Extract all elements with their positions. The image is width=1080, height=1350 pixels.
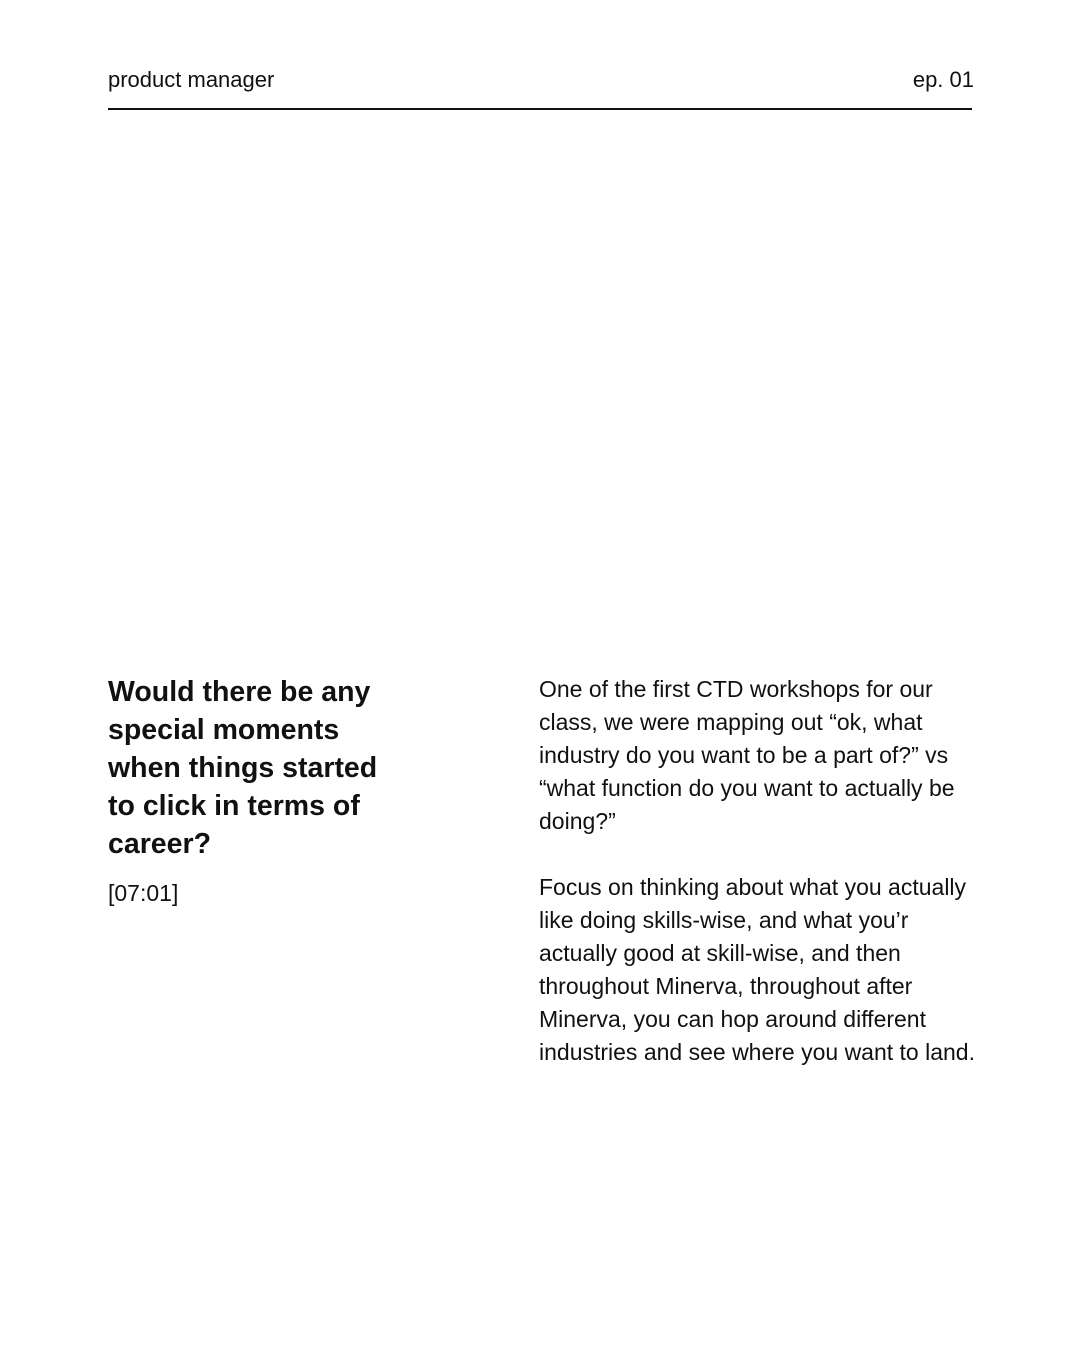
- timestamp: [07:01]: [108, 880, 179, 906]
- question-heading: Would there be any special moments when things started to click in terms of career?: [108, 676, 378, 860]
- question-block: [108, 673, 408, 910]
- episode-label: ep. 01: [912, 67, 974, 92]
- header-divider: [108, 108, 972, 110]
- answer-paragraph: One of the first CTD workshops for our class, we were mapping out “ok, what industry do you want to be a part of?” vs “what function do you want to actually be doing?”: [539, 676, 955, 834]
- role-label: product manager: [108, 67, 275, 92]
- page-header: [108, 64, 974, 96]
- answer-block: [539, 673, 979, 1069]
- answer-paragraph: Focus on thinking about what you actually like doing skills-wise, and what you’r actually good at skill-wise, and then throughout Minerva, throughout after Minerva, you can hop around different industries and see where you want to land.: [539, 874, 975, 1065]
